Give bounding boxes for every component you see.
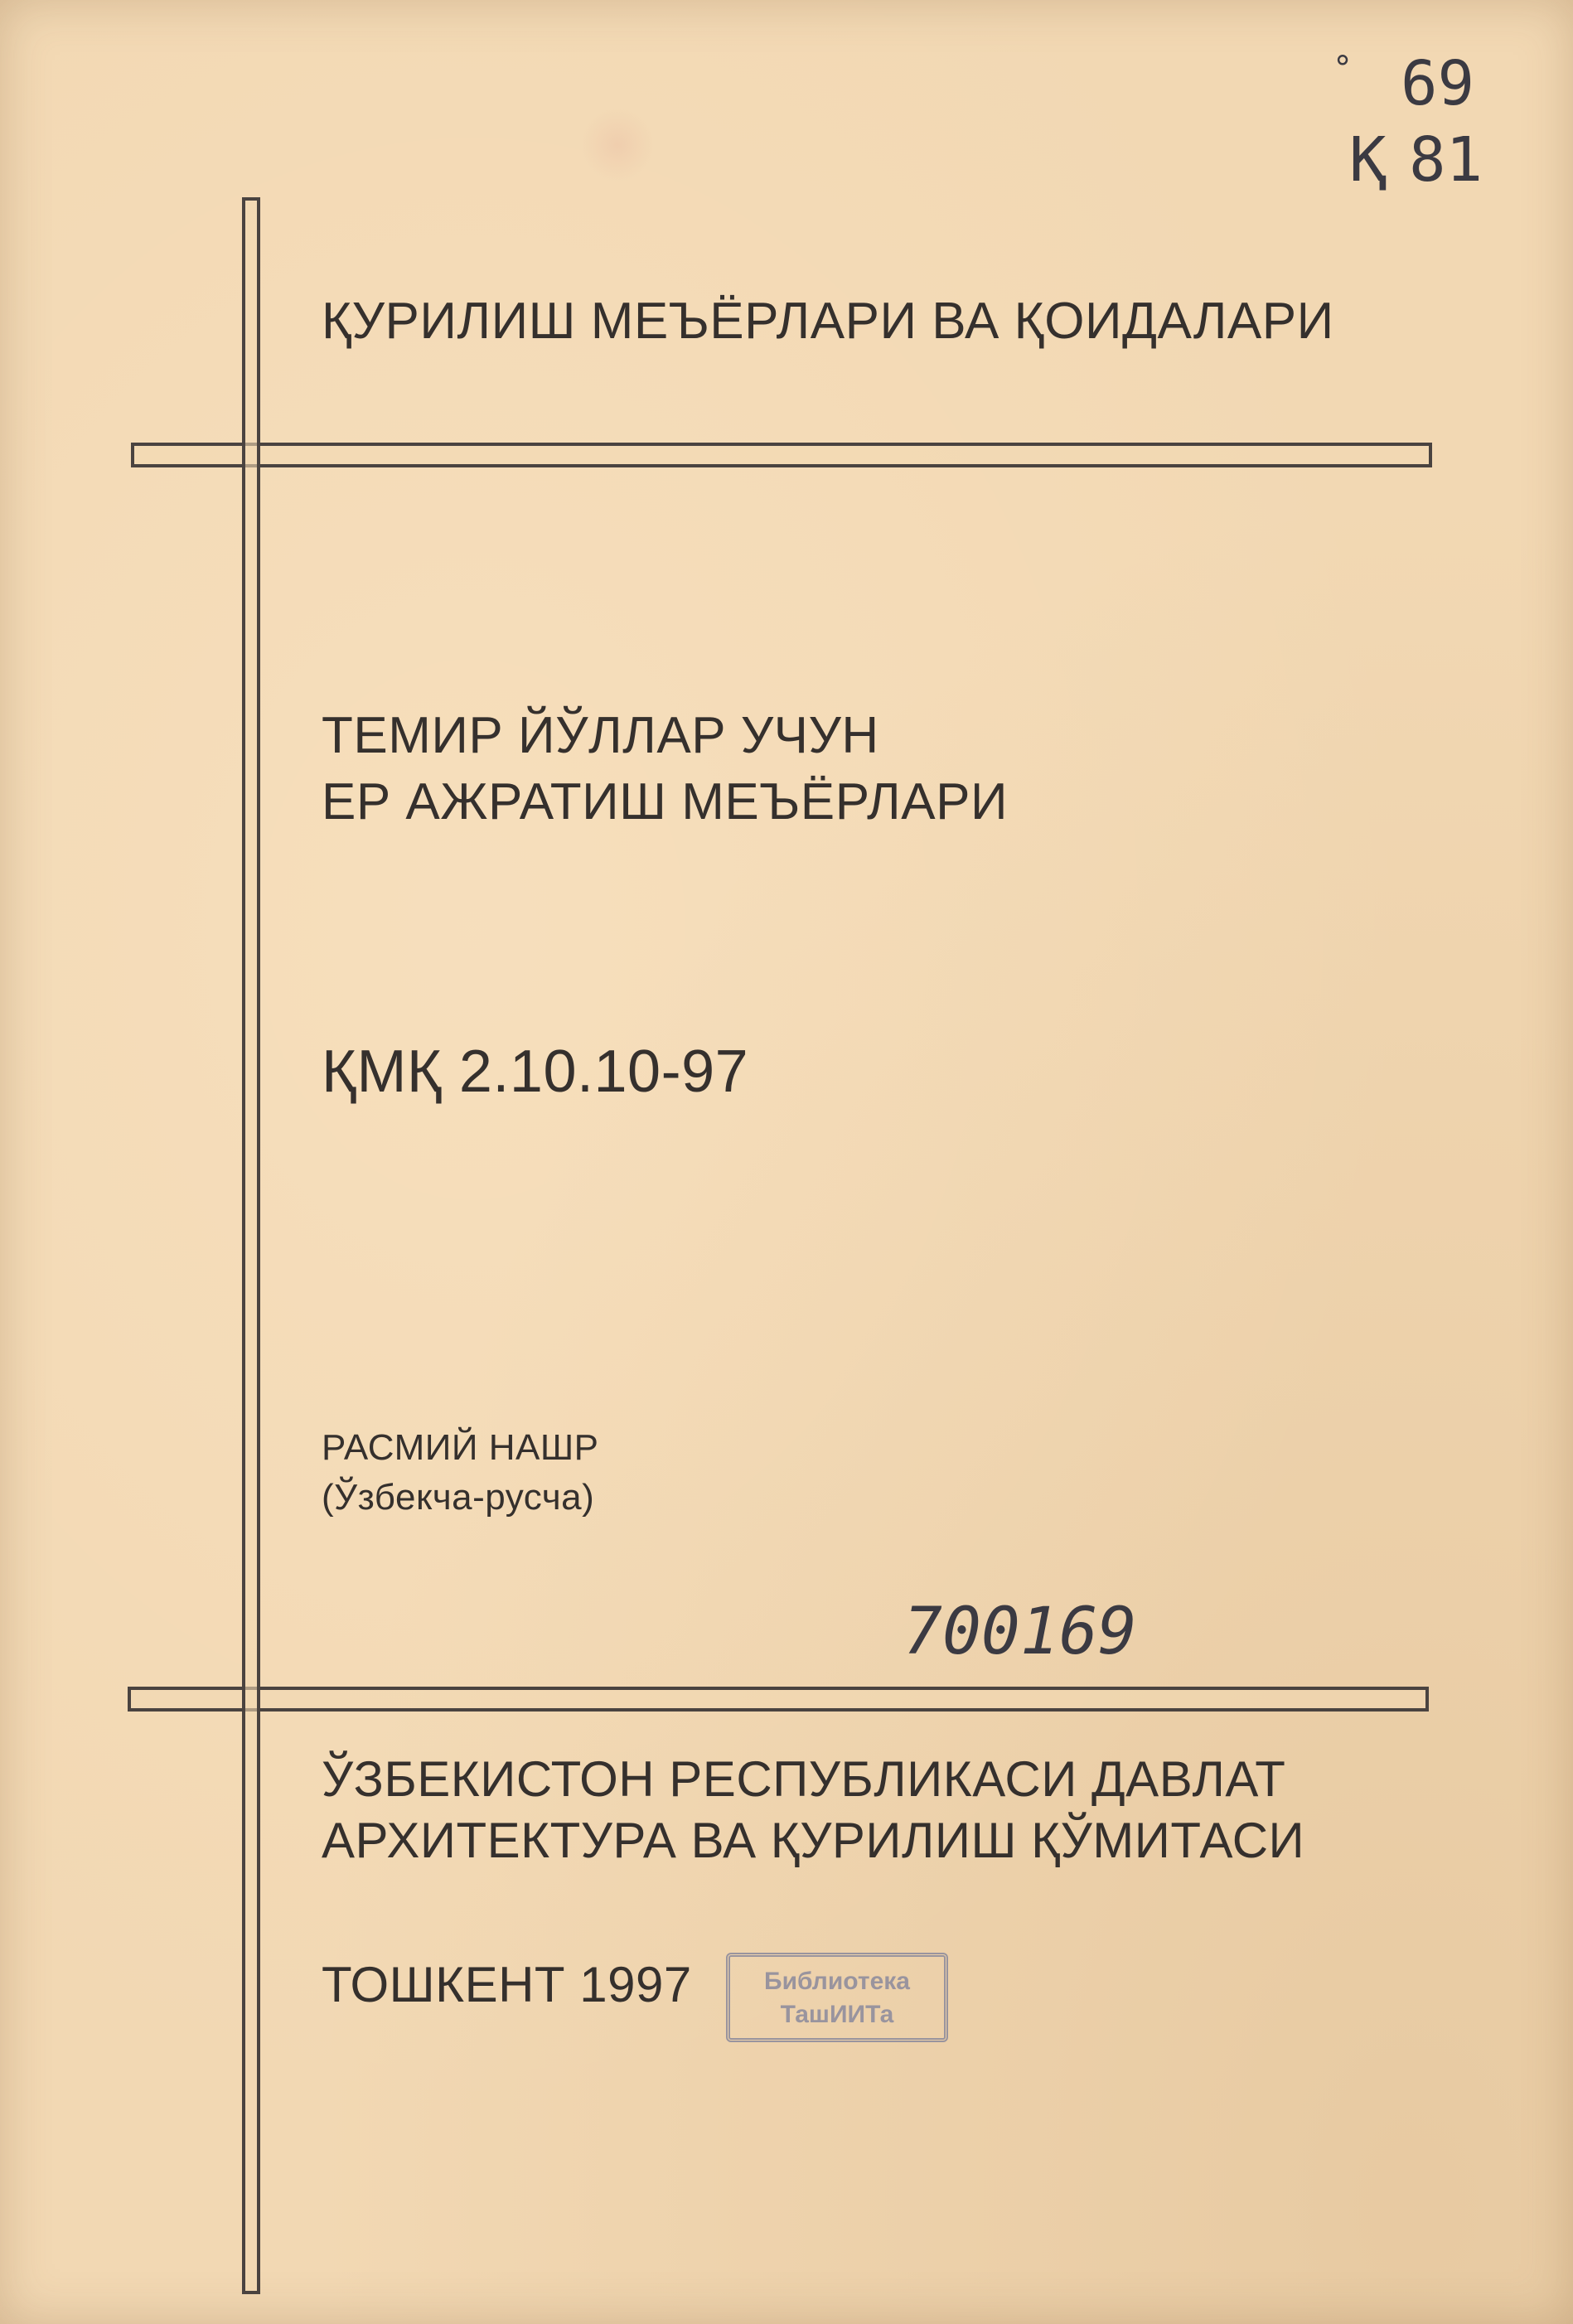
stamp-line2: ТашИИТа: [780, 2001, 894, 2028]
frame-bottom-horizontal-bar: [128, 1687, 1429, 1712]
stain-mark: [580, 108, 655, 182]
handwritten-shelf-letter: Қ: [1349, 124, 1387, 196]
place-and-year: ТОШКЕНТ 1997: [322, 1957, 692, 2012]
library-stamp: [726, 1953, 948, 2042]
edition-language: (Ўзбекча-русча): [322, 1477, 595, 1518]
handwritten-shelf-number: 69: [1401, 48, 1475, 119]
series-title: ҚУРИЛИШ МЕЪЁРЛАРИ ВА ҚОИДАЛАРИ: [322, 293, 1334, 350]
handwritten-shelf-code: 81: [1409, 124, 1483, 196]
publisher-line2: АРХИТЕКТУРА ВА ҚУРИЛИШ ҚЎМИТАСИ: [322, 1813, 1305, 1868]
frame-vertical-bar: [242, 197, 260, 2294]
publisher-line1: ЎЗБЕКИСТОН РЕСПУБЛИКАСИ ДАВЛАТ: [322, 1751, 1286, 1807]
document-title-line2: ЕР АЖРАТИШ МЕЪЁРЛАРИ: [322, 773, 1009, 830]
document-code: ҚМҚ 2.10.10-97: [322, 1039, 749, 1105]
stamp-line1: Библиотека: [764, 1968, 910, 1995]
edition-label: РАСМИЙ НАШР: [322, 1427, 599, 1468]
document-title-line1: ТЕМИР ЙЎЛЛАР УЧУН: [322, 707, 879, 764]
handwritten-degree-mark: °: [1333, 50, 1353, 88]
frame-top-horizontal-bar: [131, 443, 1432, 467]
handwritten-inventory-number: 700169: [903, 1595, 1137, 1669]
